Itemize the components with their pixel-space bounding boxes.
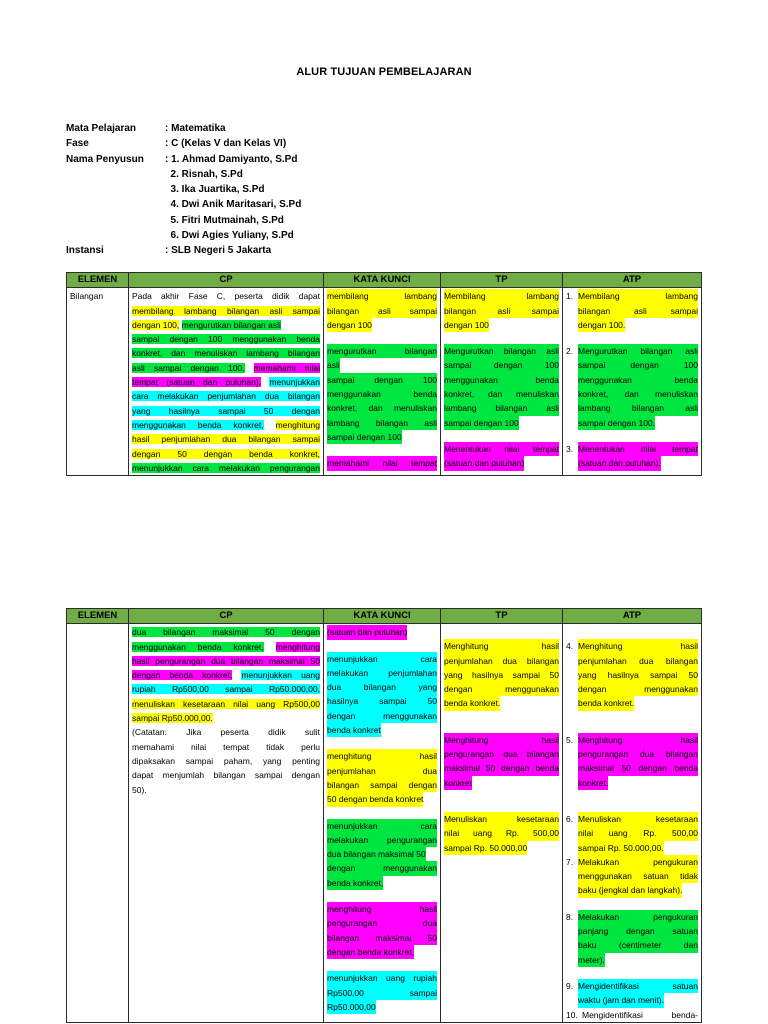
atp-line: dengan 100. (578, 318, 625, 332)
list-number: 7. (566, 856, 574, 867)
atp-line: bilangan asli sampai (578, 304, 698, 318)
kata-kunci-line: sampai dengan 100 (327, 373, 437, 387)
header-tp: TP (441, 273, 563, 288)
atp-line: menggunakan benda (578, 373, 698, 387)
meta-value: 5. Fitri Mutmainah, S.Pd (165, 214, 284, 226)
meta-row-author (66, 228, 301, 243)
atp-line: baku (jengkal dan langkah). (578, 883, 682, 897)
cp-line: memahami nilai tempat tidak perlu (132, 741, 320, 752)
kata-kunci-line: bilangan sampai dengan (327, 778, 437, 792)
tp-line: Menghitung hasil (444, 733, 559, 747)
kata-kunci-text (327, 625, 437, 1014)
tp-line: Menuliskan kesetaraan (444, 812, 559, 826)
highlight-yellow: sampai Rp50.000,00. (132, 713, 213, 724)
atp-line: konkret, dan menuliskan (578, 387, 698, 401)
cell-elemen (67, 624, 129, 1023)
header-atp: ATP (563, 609, 702, 624)
highlight-cyan: menggunakan benda konkret, (132, 419, 264, 430)
tp-text (444, 289, 559, 470)
highlight-green: mengurutkan bilangan asli (181, 319, 281, 330)
tp-line: bilangan asli sampai (444, 304, 559, 318)
highlight-magenta: menghitung (275, 641, 320, 652)
cp-line (132, 697, 320, 711)
highlight-magenta: memahami nilai (253, 362, 320, 373)
meta-label (66, 182, 165, 197)
header-elemen: ELEMEN (67, 273, 129, 288)
atp-list (566, 625, 698, 1022)
cp-line (132, 318, 320, 332)
meta-value: : 1. Ahmad Damiyanto, S.Pd (165, 153, 298, 165)
kata-kunci-line: konkret, dan menuliskan (327, 401, 437, 415)
atp-line: dengan menggunakan (578, 682, 698, 696)
list-number: 1. (566, 291, 574, 302)
tp-line: konkret (444, 776, 472, 790)
header-tp: TP (441, 609, 563, 624)
cell-atp (563, 288, 702, 476)
tp-line: Mengurutkan bilangan asli (444, 344, 559, 358)
atp-line: Melakukan pengukuran (578, 855, 698, 869)
table-header-row (67, 609, 702, 624)
meta-label (66, 213, 165, 228)
tp-line: Menentukan nilai tempat (444, 442, 559, 456)
atp-line: Mengurutkan bilangan asli (578, 344, 698, 358)
meta-label: Mata Pelajaran (66, 123, 137, 134)
cp-line (132, 404, 320, 418)
atp-line: Mengidentifikasi satuan (578, 979, 698, 993)
list-number: 4. (566, 641, 574, 652)
cell-cp (129, 288, 324, 476)
highlight-cyan: rupiah Rp500,00 sampai Rp50.000,00, (132, 684, 320, 695)
list-number: 2. (566, 346, 574, 357)
meta-row-subject (66, 121, 301, 136)
meta-label (66, 167, 165, 182)
atp-line: pengurangan dua bilangan (578, 747, 698, 761)
elemen-text: Bilangan (70, 291, 104, 302)
highlight-yellow: menghitung (275, 419, 320, 430)
highlight-green: konkret, dan menuliskan lambang bilangan (132, 348, 320, 359)
atp-line: maksimal 50 dengan benda (578, 761, 698, 775)
atp-line: penjumlahan dua bilangan (578, 654, 698, 668)
highlight-green: asli sampai dengan 100, (132, 362, 245, 373)
header-kata-kunci: KATA KUNCI (324, 609, 441, 624)
kata-kunci-line: menghitung hasil (327, 749, 437, 763)
list-number: 9. (566, 980, 574, 991)
kata-kunci-line: menunjukkan cara (327, 819, 437, 833)
atp-table-page-1 (66, 272, 702, 476)
kata-kunci-line: bilangan asli sampai (327, 304, 437, 318)
highlight-yellow: dengan 100, (132, 319, 180, 330)
atp-line: menggunakan satuan tidak (578, 869, 698, 883)
document-metadata (66, 121, 301, 259)
meta-value: 6. Dwi Agies Yuliany, S.Pd (165, 230, 294, 242)
header-elemen: ELEMEN (67, 609, 129, 624)
kata-kunci-line: dua bilangan yang (327, 680, 437, 694)
atp-line: sampai dengan 100 (578, 358, 698, 372)
cell-kata-kunci (324, 624, 441, 1023)
cell-elemen (67, 288, 129, 476)
list-number: 8. (566, 911, 574, 922)
cp-line (132, 389, 320, 403)
meta-row-author (66, 152, 301, 167)
cp-line (132, 304, 320, 318)
cell-tp (441, 288, 563, 476)
highlight-magenta: tempat (satuan dan puluhan), (132, 377, 262, 388)
list-number: 5. (566, 734, 574, 745)
list-item (566, 1008, 698, 1022)
tp-line: konkret, dan menuliskan (444, 387, 559, 401)
kata-kunci-line: melakukan penjumlahan (327, 666, 437, 680)
list-item (566, 344, 698, 430)
cp-line (132, 375, 320, 389)
atp-line: Menghitung hasil (578, 733, 698, 747)
atp-line: Menuliskan kesetaraan (578, 812, 698, 826)
highlight-green: dua bilangan maksimal 50 dengan (132, 627, 320, 638)
cp-line (132, 418, 320, 432)
kata-kunci-line: Rp500,00 sampai (327, 986, 437, 1000)
highlight-magenta: dengan benda konkret, (132, 670, 233, 681)
atp-line: yang hasilnya sampai 50 (578, 668, 698, 682)
meta-value: : C (Kelas V dan Kelas VI) (165, 138, 287, 150)
kata-kunci-line: Rp50.000,00 (327, 1000, 376, 1014)
atp-line: Menghitung hasil (578, 639, 698, 653)
kata-kunci-line: penjumlahan dua (327, 764, 437, 778)
kata-kunci-line: memahami nilai tempat (327, 456, 437, 470)
highlight-green: sampai dengan 100 menggunakan benda (132, 334, 320, 345)
list-item (566, 733, 698, 790)
cp-text (132, 289, 320, 475)
tp-line: maksimal 50 dengan benda (444, 761, 559, 775)
kata-kunci-line: benda konkret (327, 723, 381, 737)
tp-line: (satuan dan puluhan) (444, 456, 524, 470)
list-item (566, 812, 698, 855)
cell-kata-kunci (324, 288, 441, 476)
kata-kunci-line: 50 dengan benda konkret (327, 792, 423, 806)
tp-line: pengurangan dua bilangan (444, 747, 559, 761)
meta-label: Nama Penyusun (66, 153, 144, 165)
list-item (566, 289, 698, 332)
atp-line: lambang bilangan asli (578, 401, 698, 415)
atp-line: Mengidentifikasi benda- (582, 1009, 698, 1020)
tp-line: Membilang lambang (444, 289, 559, 303)
table-row (67, 624, 702, 1023)
atp-line: panjang dengan satuan (578, 924, 698, 938)
tp-line: Menghitung hasil (444, 639, 559, 653)
cp-line (132, 682, 320, 696)
meta-label (66, 228, 165, 243)
highlight-yellow: membilang lambang bilangan asli sampai (132, 305, 320, 316)
cell-atp (563, 624, 702, 1023)
tp-line: benda konkret. (444, 696, 500, 710)
meta-row-author (66, 197, 301, 212)
table-header-row (67, 273, 702, 288)
atp-line: Melakukan pengukuran (578, 910, 698, 924)
atp-line: Membilang lambang (578, 289, 698, 303)
kata-kunci-line: melakukan pengurangan (327, 833, 437, 847)
kata-kunci-line: hasilnya sampai 50 (327, 694, 437, 708)
meta-value: 4. Dwi Anik Maritasari, S.Pd (165, 199, 302, 211)
meta-row-author (66, 182, 301, 197)
header-atp: ATP (563, 273, 702, 288)
kata-kunci-line: menghitung hasil (327, 902, 437, 916)
list-item (566, 639, 698, 710)
meta-value: 3. Ika Juartika, S.Pd (165, 184, 265, 196)
kata-kunci-line: menunjukkan cara (327, 652, 437, 666)
kata-kunci-line: dengan menggunakan (327, 709, 437, 723)
highlight-cyan: yang hasilnya sampai 50 dengan (132, 405, 320, 416)
atp-line: meter). (578, 953, 605, 967)
tp-line: lambang bilangan asli (444, 401, 559, 415)
kata-kunci-text (327, 289, 437, 470)
kata-kunci-line: lambang bilangan asli (327, 416, 437, 430)
tp-line: dengan 100 (444, 318, 489, 332)
kata-kunci-line: pengurangan dua (327, 916, 437, 930)
header-cp: CP (129, 609, 324, 624)
cp-line (132, 447, 320, 461)
cp-line (132, 346, 320, 360)
cp-line (132, 640, 320, 654)
cp-line (132, 654, 320, 668)
highlight-cyan: cara melakukan penjumlahan dua bilangan (132, 391, 320, 402)
cp-line: 50). (132, 784, 147, 795)
cp-line: (Catatan: Jika peserta didik sulit (132, 727, 320, 738)
highlight-magenta: hasil pengurangan dua bilangan maksimal 50 (132, 655, 320, 666)
highlight-green: menggunakan benda konkret, (132, 641, 264, 652)
atp-table-page-2 (66, 608, 702, 1023)
highlight-yellow: menuliskan kesetaraan nilai uang Rp500,00 (132, 698, 320, 709)
kata-kunci-line: membilang lambang (327, 289, 437, 303)
meta-row-institution (66, 243, 301, 258)
atp-line: konkret. (578, 776, 608, 790)
kata-kunci-line: mengurutkan bilangan (327, 344, 437, 358)
cell-cp (129, 624, 324, 1023)
tp-line: sampai dengan 100 (444, 416, 519, 430)
cp-line (132, 332, 320, 346)
cp-line (132, 432, 320, 446)
atp-line: (satuan dan puluhan). (578, 456, 661, 470)
meta-value: : SLB Negeri 5 Jakarta (165, 245, 272, 257)
list-item (566, 442, 698, 471)
highlight-cyan: menunjukkan (269, 377, 320, 388)
kata-kunci-line: menggunakan benda (327, 387, 437, 401)
kata-kunci-line: dengan 100 (327, 318, 372, 332)
cp-line (132, 625, 320, 639)
kata-kunci-line: dengan benda konkret, (327, 945, 414, 959)
cp-line (132, 361, 320, 375)
kata-kunci-line: benda konkret, (327, 876, 383, 890)
atp-line: baku (centimeter dan (578, 938, 698, 952)
kata-kunci-line: asli (327, 358, 340, 372)
meta-value: : Matematika (165, 123, 226, 134)
highlight-yellow: hasil penjumlahan dua bilangan sampai (132, 434, 320, 445)
tp-line: dengan menggunakan (444, 682, 559, 696)
tp-line: penjumlahan dua bilangan (444, 654, 559, 668)
cp-text (132, 625, 320, 797)
kata-kunci-line: dua bilangan maksimal 50 (327, 847, 426, 861)
header-kata-kunci: KATA KUNCI (324, 273, 441, 288)
tp-line: sampai Rp. 50.000,00 (444, 841, 527, 855)
cp-line (132, 668, 320, 682)
meta-value: 2. Risnah, S.Pd (165, 168, 243, 180)
meta-label: Fase (66, 138, 89, 150)
cp-line: Pada akhir Fase C, peserta didik dapat (132, 291, 320, 302)
highlight-green: menunjukkan cara melakukan pengurangan (132, 462, 320, 473)
highlight-yellow: dengan 50 dengan benda konkret, (132, 448, 320, 459)
atp-line: sampai dengan 100. (578, 416, 655, 430)
cp-line: dapat menjumlah bilangan sampai dengan (132, 770, 320, 781)
tp-text (444, 625, 559, 855)
kata-kunci-line: dengan menggunakan (327, 861, 437, 875)
kata-kunci-line: menunjukkan uang rupiah (327, 971, 437, 985)
kata-kunci-line: bilangan maksimal 50 (327, 931, 437, 945)
atp-line: nilai uang Rp. 500,00 (578, 826, 698, 840)
meta-label (66, 197, 165, 212)
list-number: 10. (566, 1009, 578, 1020)
tp-line: yang hasilnya sampai 50 (444, 668, 559, 682)
atp-line: sampai Rp. 50.000,00. (578, 841, 664, 855)
kata-kunci-line: sampai dengan 100 (327, 430, 402, 444)
highlight-cyan: menunjukkan uang (241, 670, 320, 681)
cp-line: dipaksakan sampai paham, yang penting (132, 755, 320, 766)
meta-label: Instansi (66, 245, 104, 257)
cp-line (132, 711, 320, 725)
atp-line: Menentukan nilai tempat (578, 442, 698, 456)
kata-kunci-line: (satuan dan puluhan) (327, 625, 407, 639)
document-title: ALUR TUJUAN PEMBELAJARAN (296, 66, 472, 78)
cell-tp (441, 624, 563, 1023)
tp-line: nilai uang Rp. 500,00 (444, 826, 559, 840)
list-item (566, 910, 698, 967)
list-number: 6. (566, 813, 574, 824)
atp-list (566, 289, 698, 470)
atp-line: benda konkret. (578, 696, 634, 710)
list-item (566, 855, 698, 898)
meta-row-author (66, 213, 301, 228)
atp-line: waktu (jam dan menit). (578, 993, 664, 1007)
header-cp: CP (129, 273, 324, 288)
list-number: 3. (566, 443, 574, 454)
tp-line: menggunakan benda (444, 373, 559, 387)
cp-line (132, 461, 320, 475)
meta-row-author (66, 167, 301, 182)
table-row (67, 288, 702, 476)
meta-row-phase (66, 136, 301, 151)
tp-line: sampai dengan 100 (444, 358, 559, 372)
list-item (566, 979, 698, 1008)
